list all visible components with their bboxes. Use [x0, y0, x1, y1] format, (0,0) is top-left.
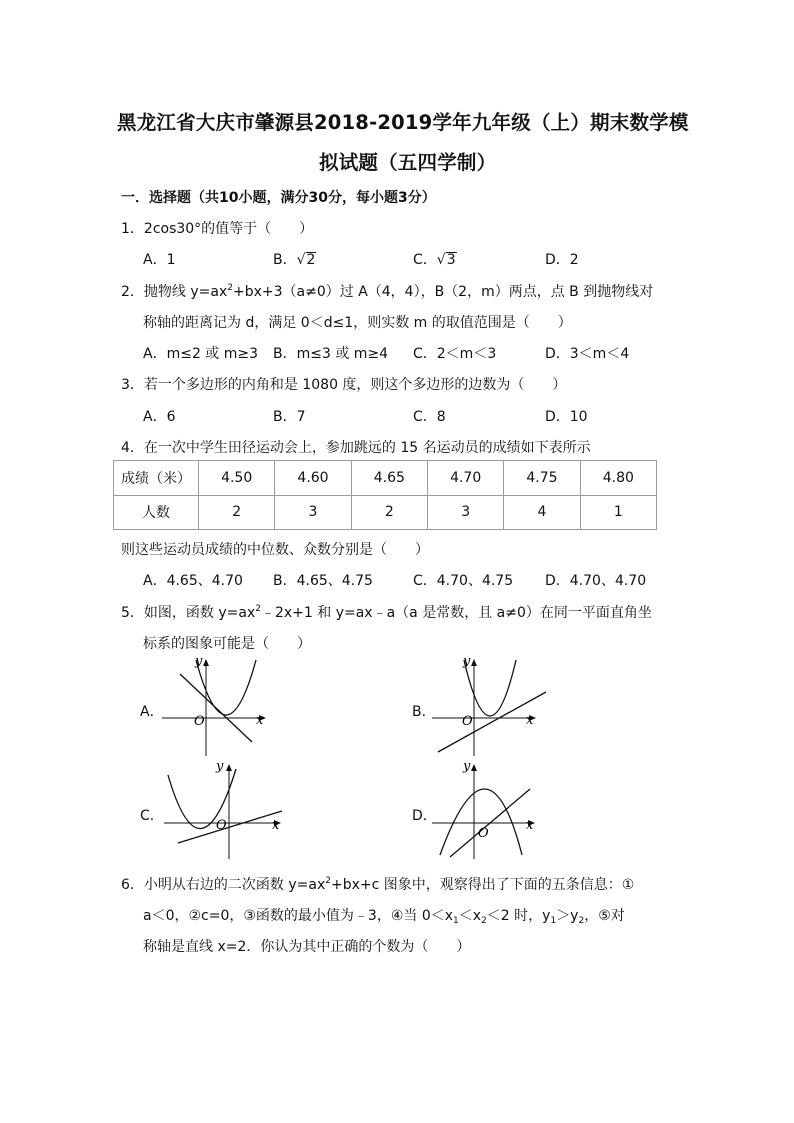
question-5-stem: 5．如图，函数 $y=ax^2﹣2x+1$ 和 y=ax﹣a（a 是常数，且 a≠0）在同一平面直角坐: [121, 604, 652, 621]
y-axis-label: y: [463, 654, 471, 669]
table-cell: 3: [427, 495, 503, 530]
q4-option-d: D．4.70、4.70: [545, 573, 647, 589]
q3-option-a: A．6: [143, 409, 176, 425]
table-cell: 1: [580, 495, 656, 530]
origin-label: O: [194, 714, 205, 729]
graph-option-a: [160, 652, 275, 760]
q4-option-b: B．4.65、4.75: [273, 573, 373, 589]
q1-option-b: B．√2: [273, 252, 316, 268]
table-cell: 4.50: [199, 461, 275, 496]
table-row: [114, 495, 657, 530]
y-axis-arrow-icon: [471, 764, 477, 771]
table-cell: 2: [351, 495, 427, 530]
table-cell: 4: [504, 495, 580, 530]
origin-label: O: [462, 714, 473, 729]
q2-option-d: D．3＜m＜4: [545, 346, 630, 362]
y-axis-label: y: [463, 759, 471, 774]
table-cell: 3: [275, 495, 351, 530]
q3-option-b: B．7: [273, 409, 306, 425]
q5-option-d-label: D．: [412, 808, 437, 824]
graph-option-b: [430, 652, 550, 760]
q4-option-c: C．4.70、4.75: [413, 573, 514, 589]
question-6-stem-line3: 称轴是直线 x=2．你认为其中正确的个数为（ ）: [143, 939, 471, 955]
question-4-stem: 4．在一次中学生田径运动会上，参加跳远的 15 名运动员的成绩如下表所示: [121, 440, 591, 456]
q3-option-d: D．10: [545, 409, 588, 425]
table-cell: 成绩（米）: [114, 461, 199, 496]
question-3-stem: 3．若一个多边形的内角和是 1080 度，则这个多边形的边数为（ ）: [121, 377, 567, 393]
graph-option-d: [430, 757, 550, 862]
q2-option-a: A．m≤2 或 m≥3: [143, 346, 259, 362]
page-title-line1: 黑龙江省大庆市肇源县2018-2019学年九年级（上）期末数学模: [117, 111, 689, 134]
x-axis-label: x: [272, 818, 280, 833]
q2-option-b: B．m≤3 或 m≥4: [273, 346, 389, 362]
q3-option-c: C．8: [413, 409, 446, 425]
score-table: [113, 460, 657, 530]
table-cell: 4.60: [275, 461, 351, 496]
question-2-stem-line2: 称轴的距离记为 d，满足 0＜d≤1，则实数 m 的取值范围是（ ）: [143, 315, 572, 331]
q5-option-a-label: A．: [140, 704, 164, 720]
line-curve: [180, 674, 252, 742]
q1-option-d: D．2: [545, 252, 579, 268]
q5-option-b-label: B．: [412, 704, 436, 720]
table-cell: 4.80: [580, 461, 656, 496]
q5-option-c-label: C．: [140, 808, 164, 824]
parabola-curve: [464, 660, 516, 716]
table-cell: 4.70: [427, 461, 503, 496]
question-6-stem-line2: a＜0，②c=0，③函数的最小值为﹣3，④当 $0<x_1<x_2<2$ 时，$y_1>y_2$，⑤对: [143, 908, 625, 926]
origin-label: O: [478, 826, 489, 841]
y-axis-label: y: [216, 759, 224, 774]
y-axis-arrow-icon: [226, 764, 232, 771]
table-cell: 4.75: [504, 461, 580, 496]
q4-option-a: A．4.65、4.70: [143, 573, 243, 589]
parabola-curve: [440, 789, 522, 855]
question-5-stem-line2: 标系的图象可能是（ ）: [143, 636, 311, 652]
q2-option-c: C．2＜m＜3: [413, 346, 497, 362]
table-row: [114, 461, 657, 496]
question-4-followup: 则这些运动员成绩的中位数、众数分别是（ ）: [121, 542, 429, 558]
question-1-stem: 1．2cos30°的值等于（ ）: [121, 221, 314, 237]
x-axis-label: x: [526, 713, 534, 728]
section-heading: 一．选择题（共10小题，满分30分，每小题3分）: [121, 190, 436, 206]
x-axis-label: x: [526, 818, 534, 833]
x-axis-label: x: [256, 713, 264, 728]
q1-option-a: A．1: [143, 252, 176, 268]
q1-option-c: C．√3: [413, 252, 456, 268]
sqrt-symbol: √: [296, 252, 306, 268]
question-6-stem: 6．小明从右边的二次函数 $y=ax^2+bx+c$ 图象中，观察得出了下面的五条信息：①: [121, 876, 635, 893]
page-title-line2: 拟试题（五四学制）: [319, 151, 497, 174]
table-cell: 2: [199, 495, 275, 530]
y-axis-arrow-icon: [471, 659, 477, 666]
question-2-stem: 2．抛物线 $y=ax^2+bx+3(a\ne 0)$过 A（4，4），B（2，m）两点，点 B 到抛物线对: [121, 283, 654, 300]
graph-option-c: [160, 757, 290, 862]
parabola-curve: [196, 660, 256, 715]
y-axis-arrow-icon: [203, 659, 209, 666]
sqrt-symbol: √: [436, 252, 446, 268]
table-cell: 人数: [114, 495, 199, 530]
origin-label: O: [216, 818, 227, 833]
table-cell: 4.65: [351, 461, 427, 496]
y-axis-label: y: [195, 654, 203, 669]
